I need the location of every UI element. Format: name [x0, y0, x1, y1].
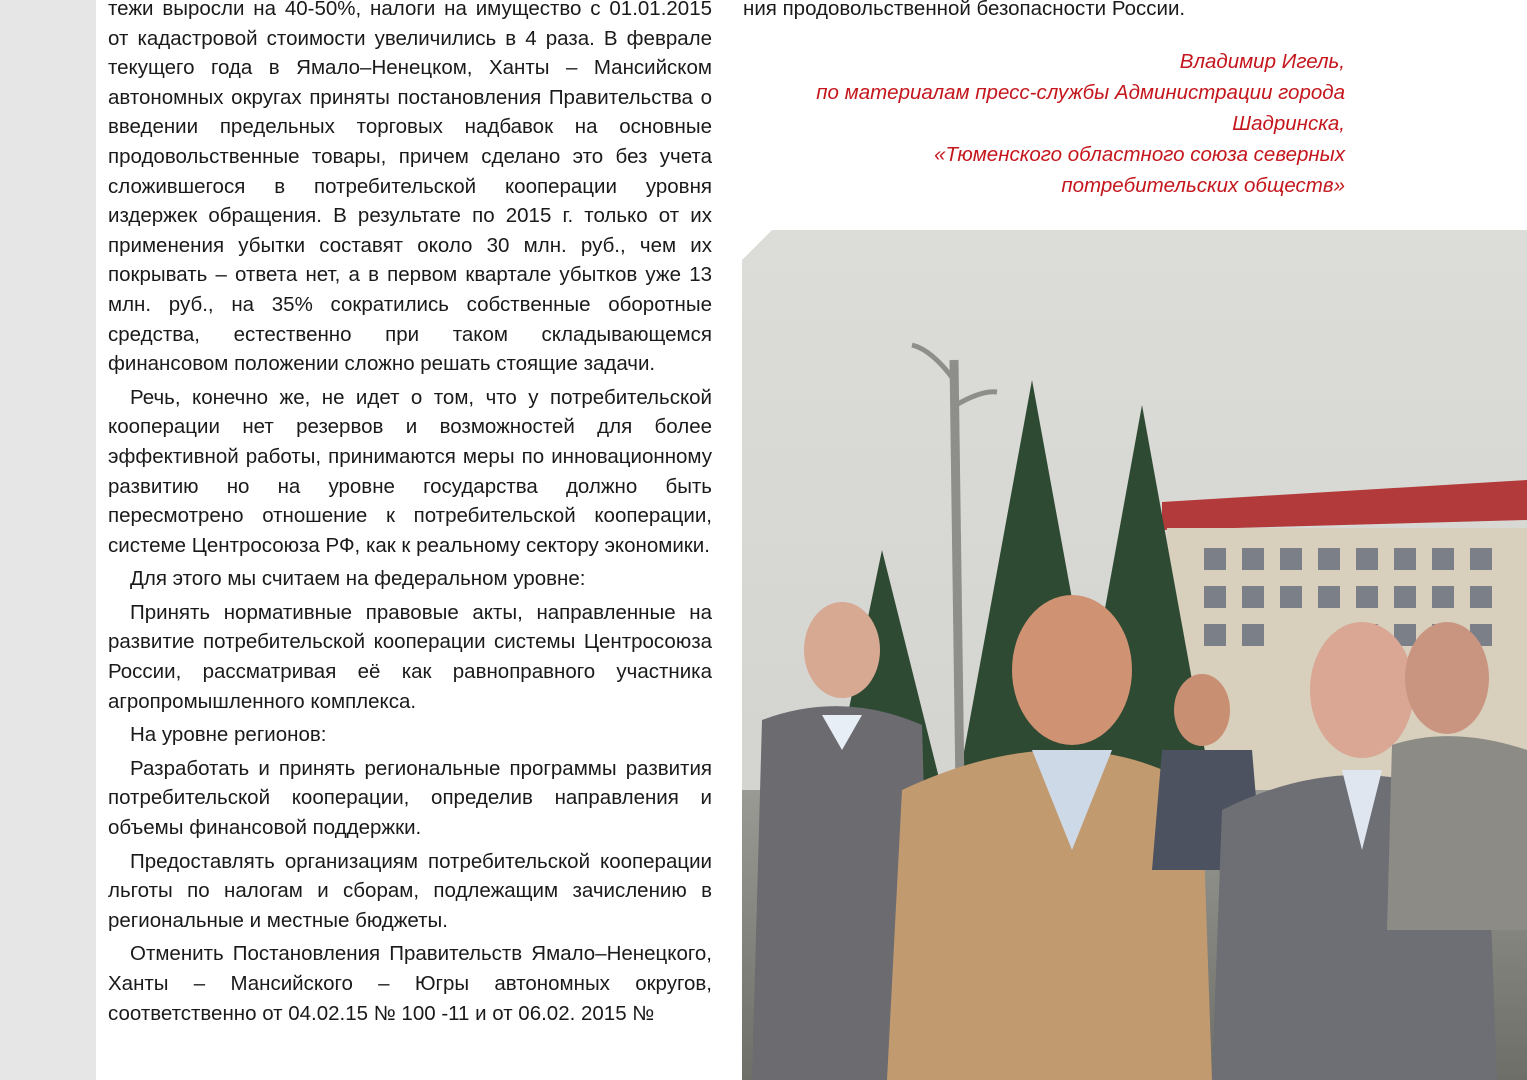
source-line: «Тюменского областного союза северных: [934, 143, 1345, 166]
article-paragraph: Для этого мы считаем на федеральном уровне:: [130, 567, 586, 591]
source-line: Шадринска,: [1232, 112, 1345, 135]
article-paragraph: тежи выросли на 40-50%, налоги на имущество с 01.01.2015 от кадастровой стоимости увеличились в 4 раза. В феврале текущего года в Ямало–Ненецком, Ханты – Мансийском автономных округах приняты постановления Правительства о введении предельных торговых надбавок на основные продовольственные товары, причем сделано это без учета сложившегося в потребительской кооперации уровня издержек обращения. В результате по 2015 г. только от их применения убытки составят около 30 млн. руб., чем их покрывать – ответа нет, а в первом квартале убытков уже 13 млн. руб., на 35% сократились собственные оборотные средства, естественно при таком складывающемся финансовом положении сложно решать стоящие задачи.: [108, 0, 712, 376]
article-paragraph: ния продовольственной безопасности России.: [743, 0, 1186, 20]
article-paragraph: Речь, конечно же, не идет о том, что у потребительской кооперации нет резервов и возможностей для более эффективной работы, принимаются меры по инновационному развитию но на уровне государства должно быть пересмотрено отношение к потребительской кооперации, системе Центросоюза РФ, как к реальному сектору экономики.: [108, 385, 712, 557]
article-left-column: [108, 0, 712, 1032]
article-paragraph: Предоставлять организациям потребительской кооперации льготы по налогам и сборам, подлежащим зачислению в региональные и местные бюджеты.: [108, 849, 712, 932]
page-margin: [0, 0, 96, 1080]
article-paragraph: На уровне регионов:: [130, 723, 327, 747]
article-paragraph: Разработать и принять региональные программы развития потребительской кооперации, определив направления и объемы финансовой поддержки.: [108, 756, 712, 840]
source-line: по материалам пресс-службы Администрации города: [816, 81, 1345, 104]
source-line: потребительских обществ»: [1061, 174, 1345, 197]
article-paragraph: Принять нормативные правовые акты, направленные на развитие потребительской кооперации системы Центросоюза России, рассматривая её как равноправного участника агропромышленного комплекса.: [108, 600, 712, 713]
event-photo: [742, 230, 1527, 1080]
article-right-column: [743, 0, 1345, 24]
author-signature: [743, 46, 1345, 201]
article-paragraph: Отменить Постановления Правительств Ямало–Ненецкого, Ханты – Мансийского – Югры автономных округов, соответственно от 04.02.15 № 100 -11 и от 06.02. 2015 №: [108, 942, 712, 1025]
author-name: Владимир Игель,: [1179, 50, 1345, 73]
